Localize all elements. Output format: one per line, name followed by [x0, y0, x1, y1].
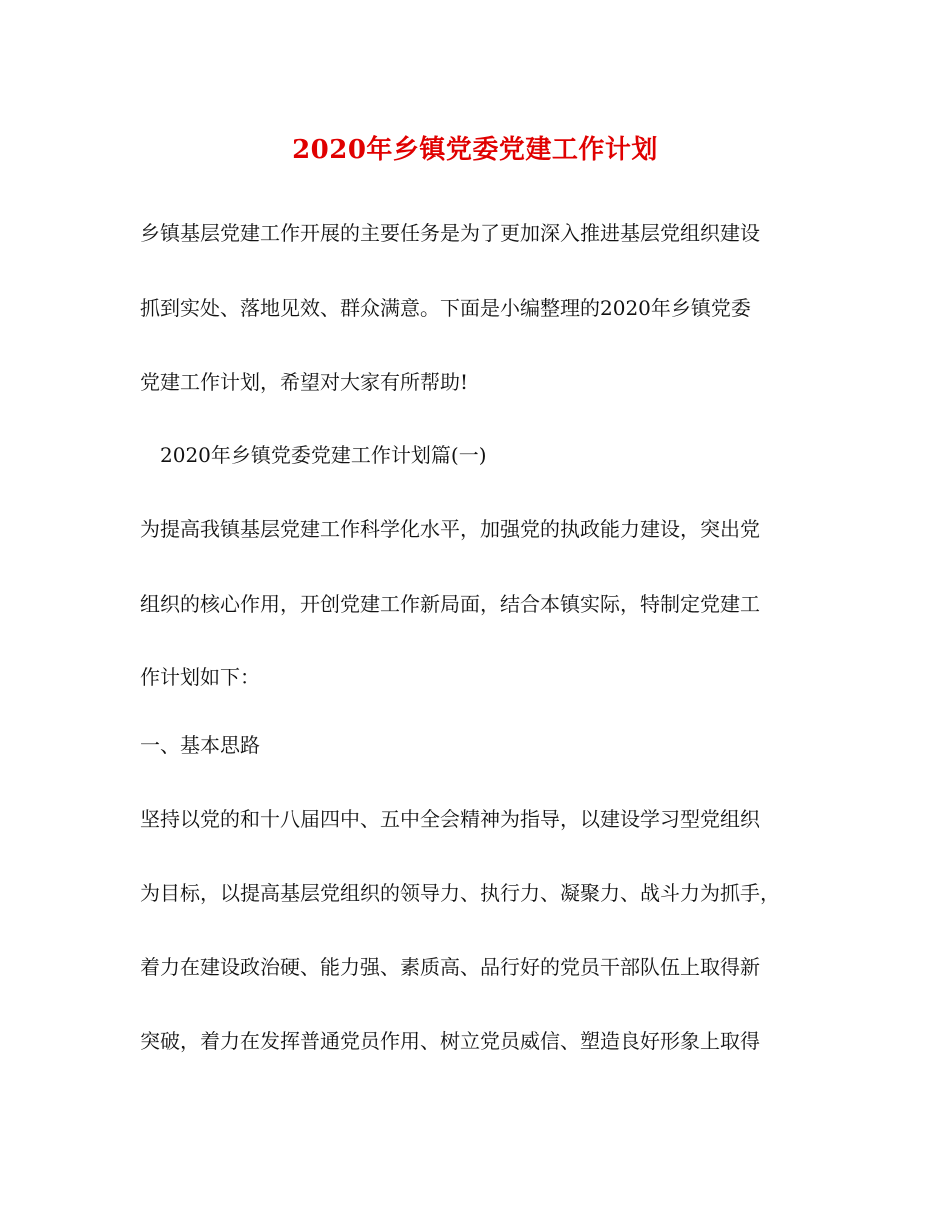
- body-line: 坚持以党的和十八届四中、五中全会精神为指导，以建设学习型党组织: [140, 807, 760, 831]
- body-line: 为目标，以提高基层党组织的领导力、执行力、凝聚力、战斗力为抓手，: [140, 881, 780, 905]
- body-line: 作计划如下：: [140, 665, 260, 689]
- section-heading: 一、基本思路: [140, 733, 260, 757]
- body-line: 为提高我镇基层党建工作科学化水平，加强党的执政能力建设，突出党: [140, 517, 760, 541]
- body-line: 组织的核心作用，开创党建工作新局面，结合本镇实际，特制定党建工: [140, 592, 760, 616]
- body-line: 党建工作计划，希望对大家有所帮助!: [140, 370, 469, 394]
- body-line: 突破，着力在发挥普通党员作用、树立党员威信、塑造良好形象上取得: [140, 1029, 760, 1053]
- body-line: 着力在建设政治硬、能力强、素质高、品行好的党员干部队伍上取得新: [140, 955, 760, 979]
- section-subtitle: 2020年乡镇党委党建工作计划篇(一): [160, 443, 487, 467]
- body-line: 抓到实处、落地见效、群众满意。下面是小编整理的2020年乡镇党委: [140, 296, 751, 320]
- body-line: 乡镇基层党建工作开展的主要任务是为了更加深入推进基层党组织建设: [140, 221, 760, 245]
- document-title: 2020年乡镇党委党建工作计划: [292, 135, 658, 165]
